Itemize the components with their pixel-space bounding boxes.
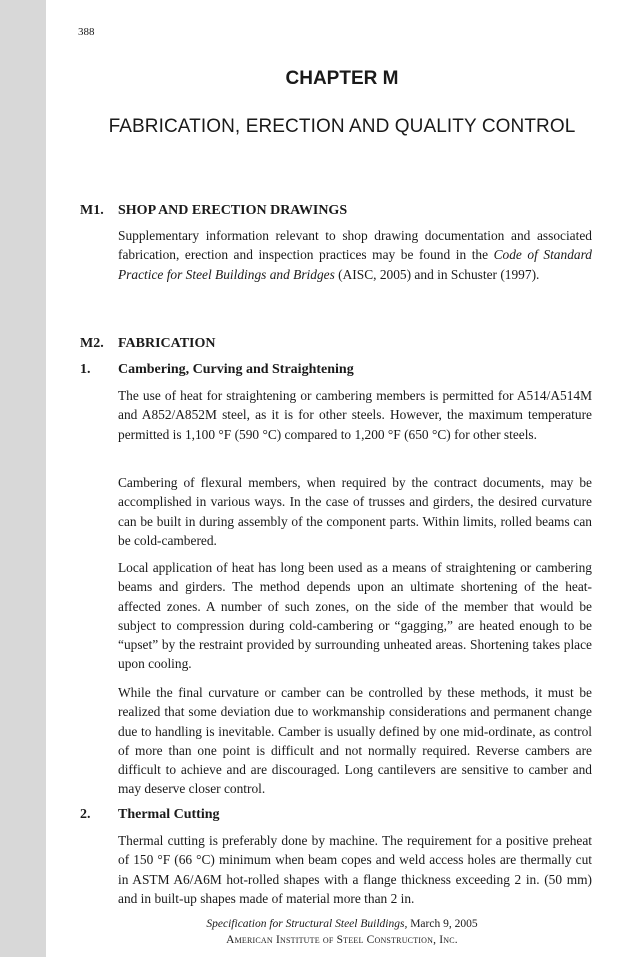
page-number: 388 bbox=[78, 26, 95, 38]
text-run: Supplementary information relevant to shop drawing documentation and associated fabrication, erection and inspection practices may be found in the bbox=[118, 228, 592, 263]
m1-paragraph bbox=[118, 226, 592, 284]
subsection-number: 2. bbox=[80, 807, 91, 822]
chapter-title: CHAPTER M bbox=[285, 68, 399, 89]
subsection-number: 1. bbox=[80, 362, 91, 377]
footer-spec-line bbox=[0, 918, 638, 930]
footer-date: March 9, 2005 bbox=[407, 918, 478, 930]
paragraph-heat-straightening: The use of heat for straightening or cambering members is permitted for A514/A514M and A852/A852M steel, as it is for other steels. However, the maximum temperature permitted is 1,100 °F (590 °C) compared to 1,200 °F (650 °C) for other steels. bbox=[118, 388, 592, 442]
section-number: M1. bbox=[80, 203, 104, 218]
subsection-heading-2 bbox=[80, 807, 220, 823]
section-heading-m2 bbox=[80, 336, 216, 352]
subsection-title: Thermal Cutting bbox=[118, 807, 220, 822]
footer-spec-title: Specification for Structural Steel Buildings, bbox=[206, 918, 408, 930]
subsection-title: Cambering, Curving and Straightening bbox=[118, 362, 354, 377]
paragraph-camber-control: While the final curvature or camber can be controlled by these methods, it must be realized that some deviation due to workmanship considerations and permanent change due to handling is inevitable. Camber is usually defined by one mid-ordinate, as control of more than one point is difficult and not normally required. Reverse cambers are difficult to achieve and are discouraged. Long cantilevers are sensitive to camber and may deserve closer control. bbox=[118, 685, 592, 797]
page-margin-bar bbox=[0, 0, 46, 957]
section-title: FABRICATION bbox=[118, 336, 216, 351]
footer-organization: American Institute of Steel Construction, Inc. bbox=[226, 934, 458, 946]
section-title: SHOP AND ERECTION DRAWINGS bbox=[118, 203, 348, 218]
paragraph-thermal-cutting: Thermal cutting is preferably done by machine. The requirement for a positive preheat of 150 °F (66 °C) minimum when beam copes and weld access holes are thermally cut in ASTM A6/A6M hot-rolled shapes with a flange thickness exceeding 2 in. (50 mm) and in built-up shapes made of material more than 2 in. bbox=[118, 833, 592, 906]
chapter-subtitle: FABRICATION, ERECTION AND QUALITY CONTROL bbox=[108, 116, 576, 137]
text-run: (AISC, 2005) and in Schuster (1997). bbox=[334, 266, 540, 282]
subsection-heading-1 bbox=[80, 362, 354, 378]
section-heading-m1 bbox=[80, 203, 347, 219]
cited-title: Code of Standard Practice for Steel Buildings and Bridges bbox=[118, 247, 592, 282]
paragraph-local-heat: Local application of heat has long been used as a means of straightening or cambering beams and girders. The method depends upon an ultimate shortening of the heat-affected zones. A number of such zones, on the side of the member that would be subject to compression during cold-cambering or “gagging,” are heated enough to be “upset” by the restraint provided by surrounding unheated areas. Shortening takes place upon cooling. bbox=[118, 560, 592, 672]
paragraph-cambering-methods: Cambering of flexural members, when required by the contract documents, may be accomplished in various ways. In the case of trusses and girders, the desired curvature can be built in during assembly of the component parts. Within limits, rolled beams can be cold-cambered. bbox=[118, 475, 592, 548]
section-number: M2. bbox=[80, 336, 104, 351]
